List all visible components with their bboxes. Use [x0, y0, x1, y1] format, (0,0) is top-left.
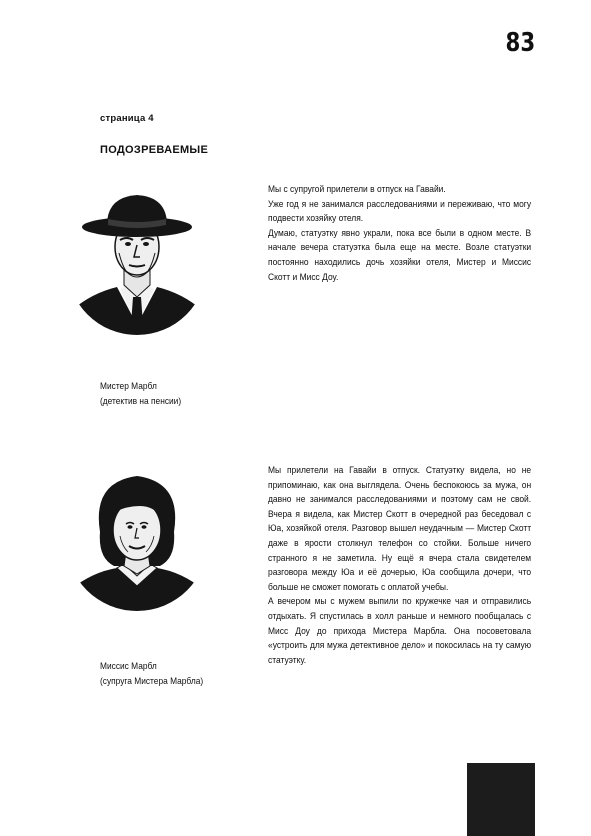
- page-label: страница 4: [100, 113, 154, 124]
- mister-marble-portrait: [62, 185, 212, 335]
- story-paragraph: Мы прилетели на Гавайи в отпуск. Статуэтку видела, но не припоминаю, как она выглядела. Очень беспокоюсь за мужа, он давно не занимался расследованиями и поэтому сам не свой. Вчера я видела, как Мистер Скотт в очередной раз беседовал с Юа, хозяйкой отеля. Разговор вышел неудачным — Мистер Скотт даже в ярости столкнул телефон со стойки. Больше ничего странного я не заметила. Ну ещё я вчера стала свидетелем разговора между Юа и её дочерью, Юа сообщила дочери, что больше не сможет помогать с оплатой учебы.: [268, 465, 532, 592]
- missis-marble-portrait: [62, 462, 212, 612]
- caption-name: Миссис Марбл: [100, 661, 157, 672]
- story-paragraph: А вечером мы с мужем выпили по кружечке чая и отправились отдыхать. Я спустилась в холл раньше и немного пообщалась с Мисс Доу до прихода Мистера Марбла. Она посоветовала «устроить для мужа детективное дело» и покосилась на ту самую статуэтку.: [268, 596, 532, 665]
- caption-role: (супруга Мистера Марбла): [100, 676, 204, 687]
- story-paragraph: Уже год я не занимался расследованиями и переживаю, что могу подвести хозяйку отеля.: [268, 198, 532, 224]
- missis-marble-story: [268, 463, 531, 667]
- section-title: ПОДОЗРЕВАЕМЫЕ: [100, 144, 209, 156]
- missis-marble-caption: [100, 659, 203, 689]
- caption-role: (детектив на пенсии): [100, 396, 182, 407]
- mister-marble-story: [268, 182, 531, 284]
- story-paragraph: Думаю, статуэтку явно украли, пока все были в одном месте. В начале вечера статуэтка была еще на месте. Возле статуэтки постоянно находились дочь хозяйки отеля, Мистер и Миссис Скотт и Мисс Доу.: [268, 227, 532, 282]
- story-paragraph: Мы с супругой прилетели в отпуск на Гавайи.: [268, 184, 446, 194]
- page-number: 83: [505, 28, 535, 58]
- caption-name: Мистер Марбл: [100, 381, 157, 392]
- mister-marble-caption: [100, 379, 181, 409]
- corner-block: [467, 763, 535, 836]
